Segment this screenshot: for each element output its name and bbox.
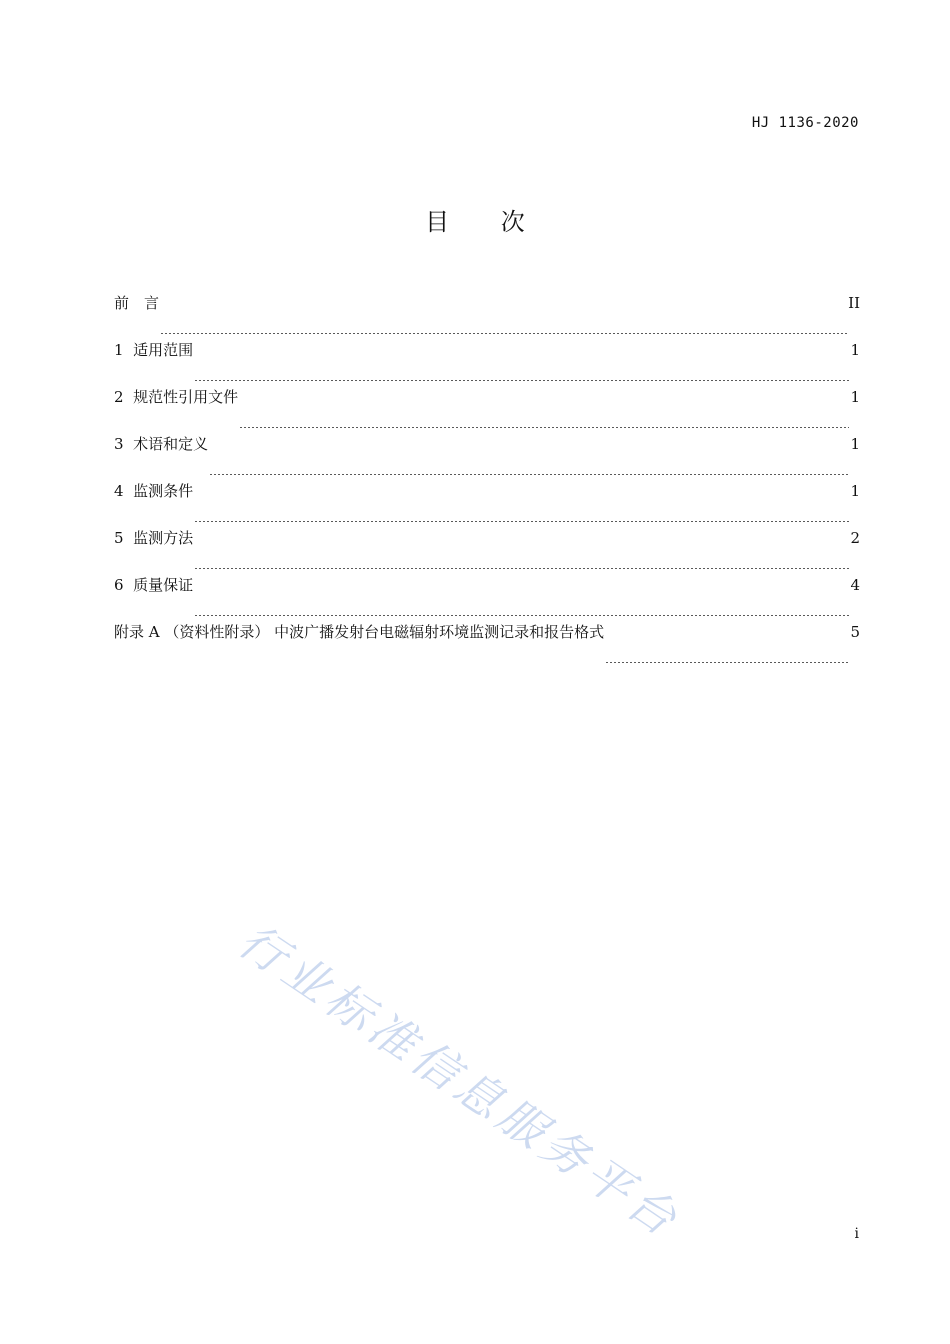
toc-entry-label: 4 监测条件	[114, 482, 194, 500]
dot-leader	[194, 615, 849, 616]
toc-entry-label: 3 术语和定义	[114, 435, 209, 453]
dot-leader	[160, 333, 847, 334]
toc-entry-normative-references[interactable]	[114, 386, 860, 433]
toc-title: 目 次	[425, 208, 547, 236]
toc-entry-page: 1	[850, 341, 860, 359]
toc-entry-label: 1 适用范围	[114, 341, 194, 359]
toc-entry-page: 4	[850, 576, 860, 594]
document-code: HJ 1136-2020	[751, 115, 859, 131]
dot-leader	[209, 474, 849, 475]
toc-entry-label: 前 言	[114, 294, 160, 312]
toc-entry-appendix-a[interactable]	[114, 621, 860, 668]
toc-entry-label: 6 质量保证	[114, 576, 194, 594]
dot-leader	[194, 380, 849, 381]
toc-entry-label: 5 监测方法	[114, 529, 194, 547]
page-number: i	[854, 1226, 859, 1242]
dot-leader	[194, 568, 849, 569]
toc-entry-page: 5	[850, 623, 860, 641]
dot-leader	[239, 427, 849, 428]
toc-entry-scope[interactable]	[114, 339, 860, 386]
toc-entry-terms[interactable]	[114, 433, 860, 480]
toc-entry-foreword[interactable]	[114, 292, 860, 339]
toc-entry-page: 1	[850, 482, 860, 500]
dot-leader	[605, 662, 849, 663]
toc-entry-page: 2	[850, 529, 860, 547]
toc-list	[114, 292, 860, 668]
toc-entry-label: 附录 A （资料性附录） 中波广播发射台电磁辐射环境监测记录和报告格式	[114, 623, 605, 641]
toc-entry-label: 2 规范性引用文件	[114, 388, 239, 406]
toc-entry-monitoring-methods[interactable]	[114, 527, 860, 574]
toc-entry-page: 1	[850, 388, 860, 406]
dot-leader	[194, 521, 849, 522]
toc-entry-page: II	[848, 294, 860, 312]
watermark: 行业标准信息服务平台	[229, 913, 691, 1249]
toc-entry-page: 1	[850, 435, 860, 453]
toc-entry-quality-assurance[interactable]	[114, 574, 860, 621]
toc-entry-monitoring-conditions[interactable]	[114, 480, 860, 527]
